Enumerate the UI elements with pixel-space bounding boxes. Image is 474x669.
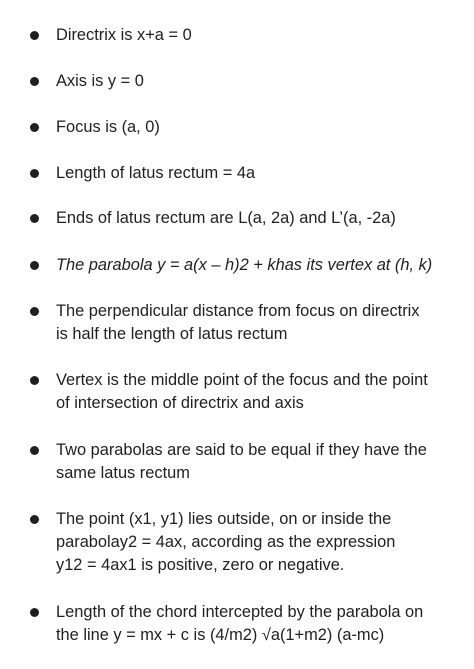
bullet-icon bbox=[30, 307, 39, 316]
bullet-icon bbox=[30, 169, 39, 178]
list-item-line: same latus rectum bbox=[56, 464, 190, 482]
list-item-line: Ends of latus rectum are L(a, 2a) and L’(a, -2a) bbox=[56, 209, 396, 227]
bullet-icon bbox=[30, 77, 39, 86]
list-item-line: Focus is (a, 0) bbox=[56, 118, 160, 136]
list-item-line: Length of the chord intercepted by the parabola on bbox=[56, 603, 424, 621]
list-item-line: y12 = 4ax1 is positive, zero or negative. bbox=[56, 556, 345, 574]
bullet-icon bbox=[30, 31, 39, 40]
bullet-icon bbox=[30, 515, 39, 524]
list-item-line: The parabola y = a(x – h)2 + khas its vertex at (h, k) bbox=[56, 256, 433, 274]
list-item-text bbox=[56, 300, 456, 346]
list-item-text bbox=[56, 439, 456, 485]
list-item-line: The point (x1, y1) lies outside, on or inside the bbox=[56, 510, 392, 528]
list-item-line: Vertex is the middle point of the focus and the point bbox=[56, 371, 428, 389]
bullet-icon bbox=[30, 446, 39, 455]
list-item-line: the line y = mx + c is (4/m2) √a(1+m2) (a-mc) bbox=[56, 626, 385, 644]
bullet-icon bbox=[30, 376, 39, 385]
list-item-text bbox=[56, 24, 456, 47]
list-item-line: is half the length of latus rectum bbox=[56, 325, 288, 343]
list-item-text bbox=[56, 162, 456, 185]
list-item-text bbox=[56, 207, 456, 230]
list-item-line: Two parabolas are said to be equal if they have the bbox=[56, 441, 427, 459]
list-item-line: The perpendicular distance from focus on directrix bbox=[56, 302, 420, 320]
bullet-icon bbox=[30, 608, 39, 617]
list-item-line: Length of latus rectum = 4a bbox=[56, 164, 256, 182]
bullet-icon bbox=[30, 123, 39, 132]
list-item-line: of intersection of directrix and axis bbox=[56, 394, 304, 412]
list-item-text bbox=[56, 116, 456, 139]
list-item-text bbox=[56, 508, 456, 577]
bullet-icon bbox=[30, 261, 39, 270]
list-item-text bbox=[56, 369, 456, 415]
list-item-line: Directrix is x+a = 0 bbox=[56, 26, 192, 44]
bullet-icon bbox=[30, 214, 39, 223]
list-item-line: parabolay2 = 4ax, according as the expression bbox=[56, 533, 396, 551]
list-item-text bbox=[56, 254, 456, 277]
list-item-text bbox=[56, 601, 456, 647]
list-item-text bbox=[56, 70, 456, 93]
list-item-line: Axis is y = 0 bbox=[56, 72, 144, 90]
